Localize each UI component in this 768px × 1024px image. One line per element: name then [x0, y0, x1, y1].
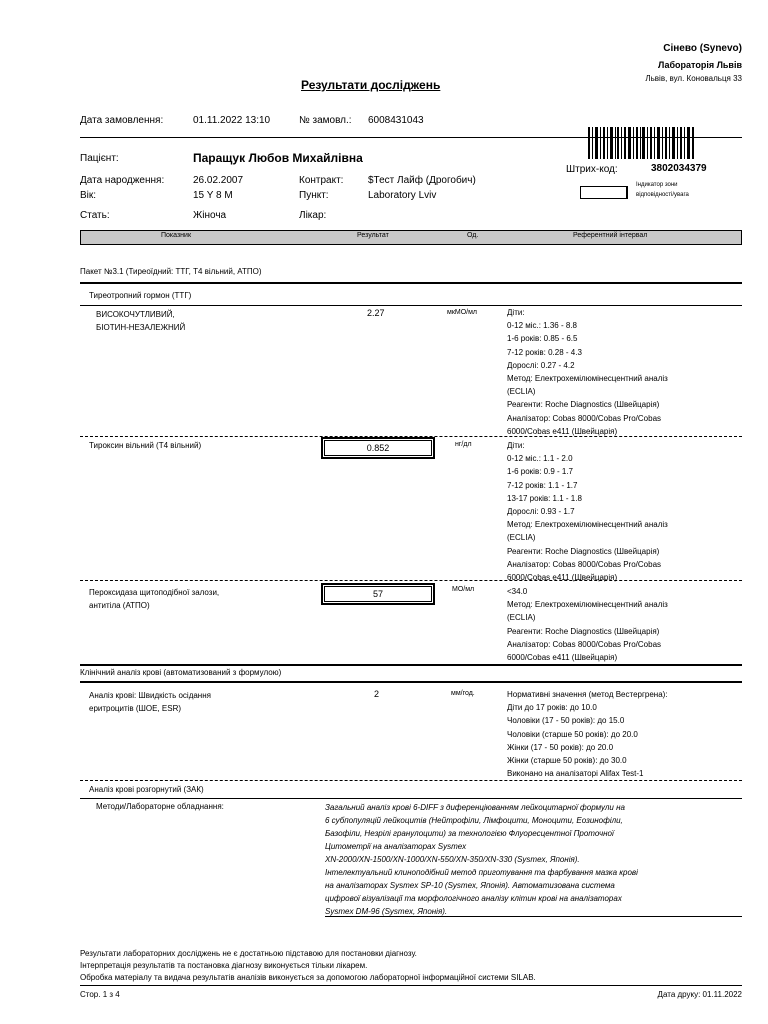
zone-indicator-box [580, 186, 628, 199]
atpo-name-1: Пероксидаза щитоподібної залози, [89, 588, 220, 597]
zak-group-line [80, 798, 742, 799]
doctor-label: Лікар: [299, 210, 327, 221]
page-title: Результати досліджень [301, 78, 441, 92]
esr-name-2: еритроцитів (ШОЕ, ESR) [89, 704, 182, 713]
ttg-group: Тиреотропний гормон (ТТГ) [89, 291, 192, 300]
patient-label: Пацієнт: [80, 153, 119, 164]
t4-separator [80, 580, 742, 581]
esr-name-1: Аналіз крові: Швидкість осідання [89, 691, 211, 700]
lab-address: Львів, вул. Коновальця 33 [645, 74, 742, 83]
sex-value: Жіноча [193, 210, 227, 221]
package-separator [80, 282, 742, 284]
col-reference: Референтний інтервал [573, 232, 648, 239]
order-date-value: 01.11.2022 13:10 [193, 115, 271, 126]
barcode-value: 3802034379 [651, 163, 707, 174]
zone-indicator-label-2: відповідності/увага [636, 192, 689, 198]
dob-value: 26.02.2007 [193, 175, 244, 186]
sex-label: Стать: [80, 210, 110, 221]
zak-methods-text: Загальний аналіз крові 6-DIFF з диференціюванням лейкоцитарної формули на 6 субпопуляцій лейкоцитів (Нейтрофіли, Лімфоцити, Моноцити, Еозинофіли, Базофіли, Незрілі гранулоцити) за технологією Флуоресцентної Проточної Цитометрії на аналізаторах Sysmex XN-2000/XN-1500/XN-1000/XN-550/XN-350/XN-330 (Sysmex, Японія). Інтелектуальний клиноподібний метод приготування та фарбування мазка крові на аналізаторах Sysmex SP-10 (Sysmex, Японія). Автоматизована система цифрової візуалізації та морфологічного аналізу клітин крові на аналізаторах Sysmex DM-96 (Sysmex, Японія). [325, 803, 638, 916]
cbc-section-title: Клінічний аналіз крові (автоматизований з формулою) [80, 668, 282, 677]
age-value: 15 Y 8 M [193, 190, 233, 201]
order-number-label: № замовл.: [299, 115, 352, 126]
disclaimer-line-2: Інтерпретація результатів та постановка діагнозу виконується тільки лікарем. [80, 961, 368, 970]
esr-unit: мм/год. [451, 690, 475, 697]
ttg-unit: мкМО/мл [447, 309, 477, 316]
patient-name: Паращук Любов Михайлівна [193, 151, 363, 165]
t4-result-box [321, 437, 435, 459]
atpo-result: 57 [372, 589, 383, 599]
disclaimer-line-3: Обробка матеріалу та видача результатів аналізів виконується за допомогою лабораторної інформаційної системи SILAB. [80, 973, 536, 982]
t4-name: Тироксин вільний (Т4 вільний) [89, 441, 202, 450]
barcode-label: Штрих-код: [566, 164, 618, 175]
t4-unit: нг/дл [455, 441, 472, 448]
zak-separator [325, 916, 742, 917]
atpo-reference: <34.0 Метод: Електрохемілюмінесцентний аналіз (ECLIA) Реагенти: Roche Diagnostics (Швейцарія) Аналізатор: Cobas 8000/Cobas Pro/Cobas 6000/Cobas e411 (Швейцарія) [507, 587, 668, 663]
zak-group: Аналіз крові розгорнутий (ЗАК) [89, 785, 204, 794]
lab-name: Сінево (Synevo) [663, 43, 742, 54]
ttg-result: 2.27 [367, 308, 385, 318]
contract-label: Контракт: [299, 175, 344, 186]
ttg-reference: Діти: 0-12 міс.: 1.36 - 8.8 1-6 років: 0.85 - 6.5 7-12 років: 0.28 - 4.3 Дорослі: 0.27 - 4.2 Метод: Електрохемілюмінесцентний аналіз (ECLIA) Реагенти: Roche Diagnostics (Швейцарія) Аналізатор: Cobas 8000/Cobas Pro/Cobas 6000/Cobas e411 (Швейцарія) [507, 308, 668, 436]
ttg-name-2: БІОТИН-НЕЗАЛЕЖНИЙ [96, 323, 186, 332]
atpo-result-box [321, 583, 435, 605]
order-number-value: 6008431043 [368, 115, 424, 126]
footer-disclaimer [80, 948, 536, 984]
dob-label: Дата народження: [80, 175, 165, 186]
print-date: Дата друку: 01.11.2022 [657, 990, 742, 999]
package-title: Пакет №3.1 (Тиреоїдний: ТТГ, Т4 вільний, АТПО) [80, 267, 262, 276]
col-unit: Од. [467, 232, 479, 239]
esr-separator [80, 780, 742, 781]
t4-reference: Діти: 0-12 міс.: 1.1 - 2.0 1-6 років: 0.9 - 1.7 7-12 років: 1.1 - 1.7 13-17 років: 1.1 - 1.8 Дорослі: 0.93 - 1.7 Метод: Електрохемілюмінесцентний аналіз (ECLIA) Реагенти: Roche Diagnostics (Швейцарія) Аналізатор: Cobas 8000/Cobas Pro/Cobas 6000/Cobas e411 (Швейцарія) [507, 441, 668, 583]
table-header [80, 230, 742, 245]
contract-value: $Тест Лайф (Дрогобич) [368, 175, 476, 186]
footer-line [80, 985, 742, 986]
page-number: Стор. 1 з 4 [80, 990, 120, 999]
col-indicator: Показник [161, 232, 192, 239]
order-date-label: Дата замовлення: [80, 115, 164, 126]
lab-branch: Лабораторія Львів [657, 60, 742, 70]
zak-methods-label: Методи/Лабораторне обладнання: [96, 802, 224, 811]
zone-indicator-label-1: Індикатор зони [636, 182, 678, 188]
disclaimer-line-1: Результати лабораторних досліджень не є достатньою підставою для постановки діагнозу. [80, 949, 417, 958]
t4-result: 0.852 [366, 443, 390, 453]
cbc-separator-top [80, 664, 742, 666]
col-result: Результат [357, 232, 389, 239]
age-label: Вік: [80, 190, 97, 201]
cbc-separator-bottom [80, 681, 742, 683]
atpo-name-2: антитіла (АТПО) [89, 601, 150, 610]
point-label: Пункт: [299, 190, 329, 201]
ttg-name-1: ВИСОКОЧУТЛИВИЙ, [96, 310, 175, 319]
point-value: Laboratory Lviv [368, 190, 437, 201]
barcode-image [588, 127, 696, 159]
atpo-unit: МО/мл [452, 586, 475, 593]
esr-reference: Нормативні значення (метод Вестергрена): Діти до 17 років: до 10.0 Чоловіки (17 - 50 років): до 15.0 Чоловіки (старше 50 років): до 20.0 Жінки (17 - 50 років): до 20.0 Жінки (старше 50 років): до 30.0 Виконано на аналізаторі Alifax Test-1 [507, 690, 668, 779]
esr-result: 2 [374, 689, 380, 699]
